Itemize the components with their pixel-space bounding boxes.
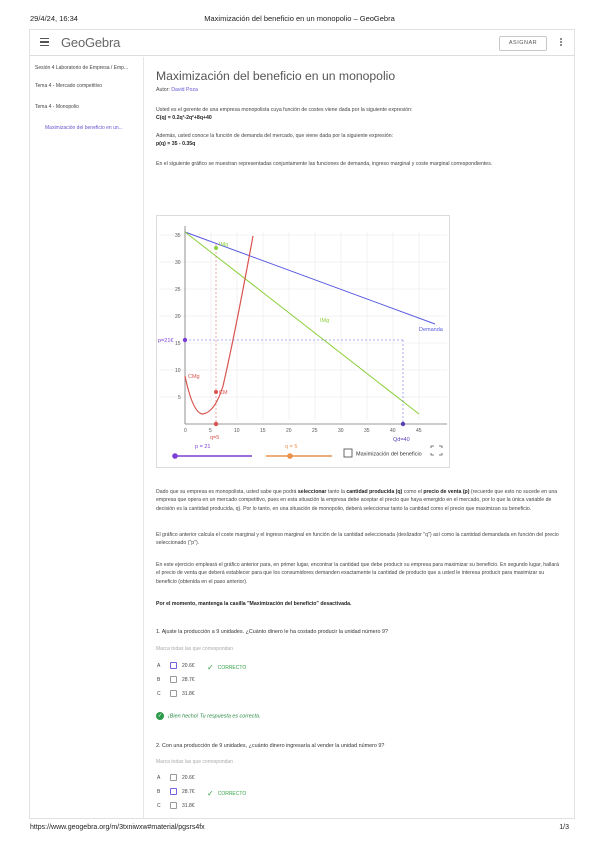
qd-value-label: Qd=40 [393,437,410,443]
check-icon: ✓ [207,789,214,798]
question-1-feedback [156,712,261,720]
question-1-hint: Marca todas las que correspondan [156,646,233,652]
grid [159,232,447,420]
checkbox-label: Maximización del beneficio [356,451,422,458]
feedback-text: ¡Bien hecho! Tu respuesta es correcta. [168,713,261,720]
x-tick-labels [184,428,422,434]
more-options-icon[interactable] [559,38,563,49]
img-point [214,246,218,250]
question-2-option-b[interactable] [157,788,307,796]
question-1-text: 1. Ajuste la producción a 9 unidades. ¿Cuánto dinero le ha costado producir la unidad número 9? [156,629,388,635]
y-tick: 10 [175,368,181,374]
y-tick: 5 [178,395,181,401]
option-checkbox[interactable] [170,662,177,669]
option-letter: C [157,691,161,697]
y-tick: 20 [175,314,181,320]
x-tick: 0 [184,428,187,434]
slider-p-handle [172,453,178,459]
graph-explanation-text: El gráfico anterior calcula el coste marginal y el ingreso marginal en función de la cantidad seleccionada (deslizador "q") así como la cantidad demandada en función del precio seleccionado ("p"). [156,532,559,547]
author-link[interactable]: David Poza [171,87,198,93]
maximization-checkbox[interactable] [344,449,422,458]
q-axis-point [214,422,218,426]
option-letter: B [157,789,161,795]
y-tick: 30 [175,260,181,266]
option-checkbox[interactable] [170,774,177,781]
fullscreen-icon[interactable] [431,446,442,455]
p-value-label: p=21€ [158,338,174,344]
print-header [30,14,569,26]
cost-intro-text: Usted es el gerente de una empresa monopolista cuya función de costes viene dada por la siguiente expresión: [156,107,413,113]
demand-label: Demanda [419,327,443,333]
y-tick: 15 [175,341,181,347]
x-tick: 25 [312,428,318,434]
checkbox-instruction: Por el momento, mantenga la casilla "Maximización del beneficio" desactivada. [156,601,352,607]
x-tick: 35 [364,428,370,434]
assign-button[interactable]: ASIGNAR [499,36,547,51]
option-value: 20.6€ [182,775,195,781]
x-tick: 40 [390,428,396,434]
question-2-hint: Marca todas las que correspondan [156,759,233,765]
x-tick: 20 [286,428,292,434]
option-value: 28.7€ [182,677,195,683]
option-checkbox[interactable] [170,802,177,809]
p-axis-point [183,338,187,342]
check-circle-icon: ✓ [157,713,163,719]
question-2-option-c[interactable] [157,802,217,810]
question-1-option-b[interactable] [157,676,217,684]
option-letter: B [157,677,161,683]
x-tick: 10 [234,428,240,434]
option-checkbox[interactable] [170,690,177,697]
demand-function: p(q) = 35 - 0.35q [156,141,196,148]
sidebar [30,57,144,818]
print-date: 29/4/24, 16:34 [30,14,78,23]
p4-text-b: seleccionar [297,489,327,495]
x-tick: 30 [338,428,344,434]
q-value-label: q=5 [210,435,220,441]
x-tick: 15 [260,428,266,434]
geogebra-app [29,29,575,819]
p4-text-d: cantidad producida (q) [346,489,403,495]
img-line-label: IMg [320,318,330,324]
p4-text-a: Dado que su empresa es monopolista, usted sabe que podrá [156,489,298,495]
y-tick-labels [175,233,181,401]
demand-paragraph [156,132,564,149]
marginal-revenue-line [185,232,419,414]
option-letter: C [157,803,161,809]
y-tick: 35 [175,233,181,239]
author-prefix: Autor: [156,87,170,93]
slider-p-label: p = 21 [195,444,211,450]
slider-q-handle [287,453,293,459]
qd-axis-point [401,422,405,426]
top-bar [30,30,574,56]
p4-text-c: tanto la [326,489,347,495]
option-checkbox[interactable] [170,788,177,795]
slider-p[interactable] [172,444,252,459]
option-value: 31.8€ [182,803,195,809]
check-icon: ✓ [207,663,214,672]
cm-point-label: CM [219,390,228,396]
question-2-text: 2. Con una producción de 9 unidades, ¿cuánto dinero ingresaría al vender la unidad número 9? [156,743,385,749]
img-point-label: IMg [219,242,229,248]
correct-label: CORRECTO [217,791,247,797]
option-value: 28.7€ [182,789,195,795]
geogebra-applet[interactable] [156,215,450,468]
p4-text-e: como el [402,489,424,495]
print-page-number: 1/3 [559,824,569,831]
sidebar-item-competitive-market[interactable]: Tema 4 - Mercado competitivo [35,83,102,89]
x-tick: 45 [416,428,422,434]
sidebar-item-monopoly[interactable]: Tema 4 - Monopolio [35,104,79,110]
demand-intro-text: Además, usted conoce la función de demanda del mercado, que viene dada por la siguiente expresión: [156,133,394,139]
cmg-point [214,390,218,394]
exercise-explanation-text: En este ejercicio empleará el gráfico anterior para, en primer lugar, encontrar la cantidad que debe producir su empresa para maximizar su beneficio. En segundo lugar, hallará el precio de venta que deberá establecer para que los consumidores demanden exactamente la cantidad de producto que a usted le interesa producir para maximizar su beneficio (obtenida en el paso anterior). [156,562,559,585]
graph-canvas[interactable] [157,216,450,468]
hamburger-menu-icon[interactable] [40,38,49,46]
explanation-paragraph [156,488,564,513]
slider-q-label: q = 5 [285,444,298,450]
question-1-option-a[interactable] [157,662,307,670]
page-title: Maximización del beneficio en un monopolio [156,69,396,83]
p4-text-f: precio de venta (p) [423,489,470,495]
print-document-title: Maximización del beneficio en un monopolio – GeoGebra [204,14,395,23]
question-1-option-c[interactable] [157,690,217,698]
sidebar-item-session-4[interactable]: Sesión 4 Laboratorio de Empresa / Emp... [35,65,129,71]
cmg-curve-label: CMg [188,374,200,380]
geogebra-logo[interactable]: GeoGebra [61,35,121,50]
question-2-option-a[interactable] [157,774,217,782]
option-checkbox[interactable] [170,676,177,683]
marginal-cost-curve [185,236,253,414]
x-tick: 5 [209,428,212,434]
sidebar-item-profit-maximization[interactable]: Maximización del beneficio en un... [45,125,123,131]
p4-text-g: (recuerde que esto no sucede en una empresa que opera en un mercado competitivo, pues en esta situación la empresa debe aceptar el precio que haya emergido en el mercado, por lo que la única variable de decisión es la cantidad producida, q). Por lo tanto, en una situación de monopolio, deberá seleccionar tanto la cantidad como el precio que maximizan su beneficio. [156,489,558,512]
option-letter: A [157,663,161,669]
print-url: https://www.geogebra.org/m/3txniwxw#material/pgsrs4fx [30,824,205,831]
cost-function: C(q) = 0.2q³-2q²+8q+40 [156,115,212,122]
correct-indicator [207,662,246,671]
option-value: 20.6€ [182,663,195,669]
correct-indicator [207,788,246,797]
correct-label: CORRECTO [217,665,247,671]
slider-q[interactable] [266,444,332,459]
option-letter: A [157,775,161,781]
option-value: 31.8€ [182,691,195,697]
intro-paragraph [156,106,564,123]
graph-intro-text: En el siguiente gráfico se muestran representadas conjuntamente las funciones de demanda, ingreso marginal y coste marginal correspondientes. [156,161,493,167]
main-content [145,57,574,818]
author-line [156,87,198,93]
print-footer [30,824,569,836]
y-tick: 25 [175,287,181,293]
